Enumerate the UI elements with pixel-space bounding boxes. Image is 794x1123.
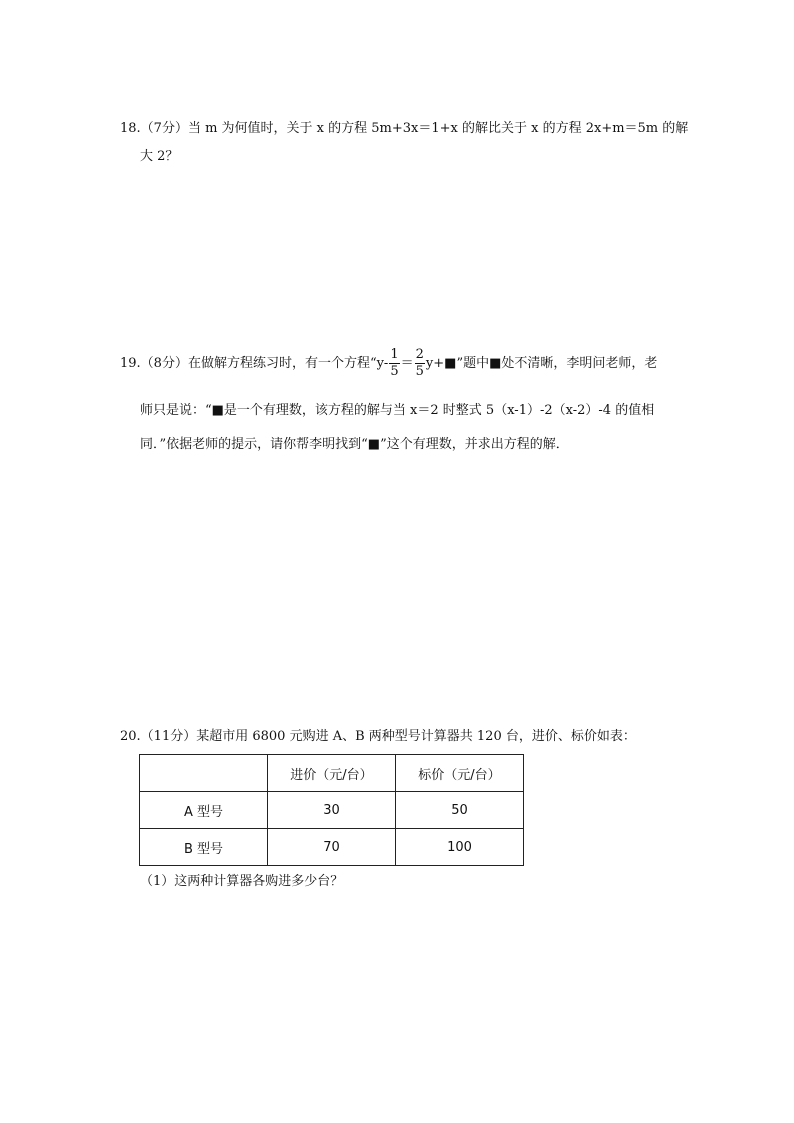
frac1-denominator: 5 — [390, 364, 399, 379]
q19-text-post: y+■”题中■处不清晰，李明问老师，老 — [425, 356, 658, 371]
table-header-cell: 进价（元/台） — [268, 755, 396, 792]
q20-intro: 20.（11分）某超市用 6800 元购进 A、B 两种型号计算器共 120 台，进价、标价如表： — [120, 729, 636, 744]
table-header-cell — [140, 755, 268, 792]
frac2-numerator: 2 — [415, 347, 424, 362]
q19-line-3: 同．”依据老师的提示，请你帮李明找到“■”这个有理数，并求出方程的解． — [140, 437, 569, 452]
q19-line-2: 师只是说：“■是一个有理数，该方程的解与当 x＝2 时整式 5（x-1）-2（x-2）-4 的值相 — [140, 403, 655, 418]
frac1-numerator: 1 — [390, 347, 399, 362]
table-cell: B 型号 — [140, 829, 268, 866]
q19-text-pre: 19.（8分）在做解方程练习时，有一个方程“y- — [120, 356, 389, 371]
table-cell: 30 — [268, 792, 396, 829]
table-cell: A 型号 — [140, 792, 268, 829]
table-cell: 100 — [396, 829, 524, 866]
table-header-cell: 标价（元/台） — [396, 755, 524, 792]
q19-equals: ＝ — [400, 356, 414, 371]
price-table — [139, 754, 524, 866]
table-cell: 70 — [268, 829, 396, 866]
frac2-denominator: 5 — [415, 364, 424, 379]
fraction-two-fifths — [415, 347, 425, 380]
table-header-row — [140, 755, 524, 792]
table-cell: 50 — [396, 792, 524, 829]
table-row — [140, 792, 524, 829]
q20-sub-question-1: （1）这两种计算器各购进多少台？ — [140, 874, 344, 889]
q18-line-1: 18.（7分）当 m 为何值时，关于 x 的方程 5m+3x＝1+x 的解比关于 x 的方程 2x+m＝5m 的解 — [120, 121, 689, 136]
q19-line-1 — [120, 347, 657, 381]
table-row — [140, 829, 524, 866]
fraction-one-fifth — [389, 347, 399, 380]
q18-line-2: 大 2？ — [140, 149, 179, 164]
